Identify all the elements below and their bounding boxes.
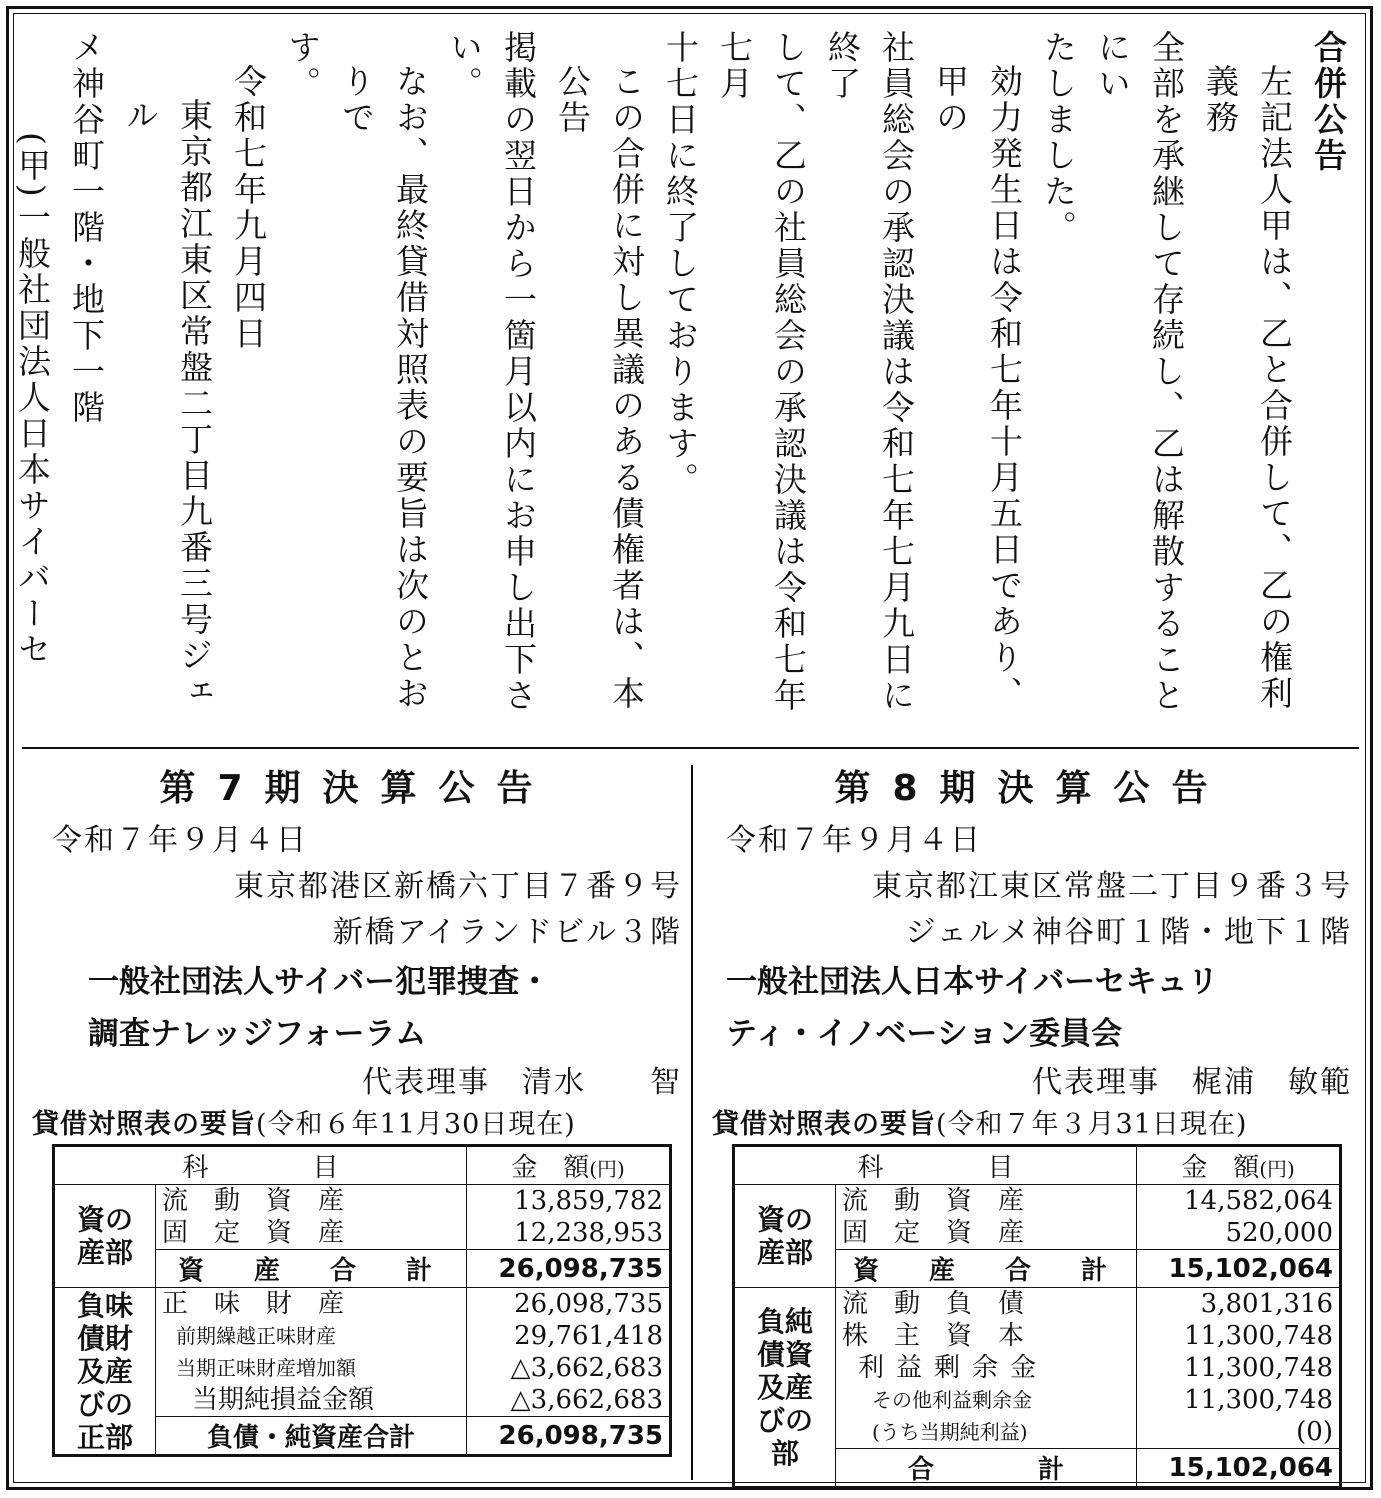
right-asset-section-l2: 産部 (756, 1236, 813, 1269)
right-liab-value: (0) (1296, 1417, 1333, 1447)
right-liab-section (734, 1288, 836, 1488)
left-asset-total: 26,098,735 (467, 1250, 671, 1288)
left-org-line2: 調査ナレッジフォーラム (88, 1016, 427, 1052)
right-org-line1: 一般社団法人日本サイバーセキュリ (726, 964, 1219, 1000)
right-col-amount: 金 額 (1181, 1153, 1260, 1183)
left-asset-value: 12,238,953 (514, 1218, 663, 1248)
left-asset-row (54, 1185, 671, 1250)
right-bs-title: 貸借対照表の要旨 (712, 1109, 936, 1140)
right-asset-item: 固 定 資 産 (842, 1218, 1025, 1248)
right-liab-total: 15,102,064 (1137, 1449, 1341, 1488)
merger-p2-l2: 社員総会の承認決議は令和七年七月九日に終了 (823, 30, 916, 714)
left-liab-section-l: 負味 (76, 1288, 133, 1322)
right-representative: 代表理事 梶浦 敏範 (1032, 1065, 1352, 1100)
right-asset-row (734, 1185, 1341, 1250)
merger-date: 令和七年九月四日 (229, 64, 268, 352)
right-liab-row (734, 1288, 1341, 1449)
left-asset-item: 固 定 資 産 (162, 1218, 345, 1248)
left-asset-section-l2: 産部 (76, 1236, 133, 1269)
right-liab-section-l: 負純 (756, 1304, 813, 1338)
left-org-line1: 一般社団法人サイバー犯罪捜査・ (88, 964, 551, 1000)
right-asset-section (734, 1185, 836, 1288)
left-liab-value: 29,761,418 (514, 1321, 663, 1351)
merger-p3-l1: この合併に対し異議のある債権者は、本公告 (553, 64, 646, 712)
right-bs-title-row (712, 1106, 1352, 1144)
horizontal-divider (22, 747, 1359, 749)
left-liab-value: △3,662,683 (510, 1353, 663, 1383)
left-liab-value: 26,098,735 (514, 1289, 663, 1319)
left-asset-item: 流 動 資 産 (162, 1186, 345, 1216)
right-liab-item: 流 動 負 債 (842, 1289, 1025, 1319)
right-asset-total-label: 資 産 合 計 (836, 1250, 1137, 1288)
right-financial-notice (712, 760, 1352, 1489)
merger-p2-l4: 十七日に終了しております。 (661, 30, 700, 498)
left-liab-item: 当期純損益金額 (192, 1385, 375, 1415)
left-col-amount-cell (467, 1146, 671, 1185)
left-date: 令和７年９月４日 (52, 823, 308, 858)
right-org-line2: ティ・イノベーション委員会 (726, 1016, 1123, 1052)
right-bs-date: (令和７年３月31日現在) (936, 1109, 1248, 1140)
left-liab-section-l: びの (76, 1387, 133, 1421)
left-asset-total-label: 資 産 合 計 (156, 1250, 467, 1288)
right-asset-item: 流 動 資 産 (842, 1186, 1025, 1216)
right-liab-item: その他利益剰余金 (872, 1388, 1032, 1412)
left-table-header (54, 1146, 671, 1185)
left-liab-section-l: 正部 (76, 1420, 133, 1454)
left-address2: 新橋アイランドビル３階 (332, 915, 682, 950)
left-balance-table (52, 1144, 672, 1457)
left-bs-date: (令和６年11月30日現在) (256, 1109, 576, 1140)
right-date: 令和７年９月４日 (726, 823, 982, 858)
right-liab-item: 利益剰余金 (858, 1353, 1049, 1383)
right-liab-items (836, 1288, 1137, 1449)
left-heading: 第7期決算公告 (159, 768, 555, 809)
left-liab-item: 当期正味財産増加額 (176, 1356, 356, 1380)
left-liab-item: 前期繰越正味財産 (176, 1324, 336, 1348)
merger-p2-l3: して、乙の社員総会の承認決議は令和七年七月 (715, 30, 808, 714)
right-liab-values (1137, 1288, 1341, 1449)
right-asset-items (836, 1185, 1137, 1250)
right-asset-total: 15,102,064 (1137, 1250, 1341, 1288)
merger-p1-l2: 全部を承継して存続し、乙は解散することにい (1093, 30, 1186, 714)
right-liab-section-l: 及産 (756, 1370, 813, 1404)
merger-notice (13, 30, 1355, 735)
left-liab-value: △3,662,683 (510, 1385, 663, 1415)
right-table-header (734, 1146, 1341, 1185)
left-liab-section-l: 及産 (76, 1354, 133, 1388)
left-bs-title-row (32, 1106, 682, 1144)
left-liab-total: 26,098,735 (467, 1417, 671, 1456)
merger-title: 合併公告 (1309, 30, 1348, 174)
left-liab-total-label: 負債・純資産合計 (156, 1417, 467, 1456)
left-asset-values (467, 1185, 671, 1250)
left-liab-values (467, 1288, 671, 1417)
right-liab-value: 11,300,748 (1184, 1353, 1333, 1383)
left-col-amount: 金 額 (511, 1153, 590, 1183)
right-heading: 第8期決算公告 (834, 768, 1230, 809)
left-financial-notice (32, 760, 682, 1457)
left-address1: 東京都港区新橋六丁目７番９号 (234, 869, 682, 904)
left-unit: (円) (589, 1157, 625, 1181)
right-asset-values (1137, 1185, 1341, 1250)
right-balance-table (732, 1144, 1342, 1489)
left-bs-title: 貸借対照表の要旨 (32, 1109, 256, 1140)
right-liab-section-l: びの (756, 1403, 813, 1437)
right-col-item: 科 目 (734, 1146, 1137, 1185)
right-liab-item: (うち当期純利益) (872, 1420, 1028, 1444)
left-representative: 代表理事 清水 智 (362, 1065, 682, 1100)
right-asset-value: 520,000 (1225, 1218, 1333, 1248)
right-liab-value: 3,801,316 (1200, 1289, 1333, 1319)
right-liab-item: 株 主 資 本 (842, 1321, 1025, 1351)
right-address1: 東京都江東区常盤二丁目９番３号 (872, 869, 1352, 904)
kou-name-l1: (甲)一般社団法人日本サイバーセ (13, 132, 52, 668)
merger-p4-l2: す。 (283, 30, 322, 102)
right-asset-value: 14,582,064 (1184, 1186, 1333, 1216)
merger-p1-l3: たしました。 (1039, 30, 1078, 246)
right-unit: (円) (1259, 1157, 1295, 1181)
left-asset-value: 13,859,782 (514, 1186, 663, 1216)
right-liab-section-l: 部 (770, 1436, 799, 1470)
merger-p1-l1: 左記法人甲は、乙と合併して、乙の権利義務 (1201, 64, 1294, 712)
left-asset-section-l1: 資の (76, 1203, 133, 1236)
left-liab-section-l: 債財 (76, 1321, 133, 1355)
left-liab-items (156, 1288, 467, 1417)
right-col-amount-cell (1137, 1146, 1341, 1185)
left-liab-row (54, 1288, 671, 1417)
right-liab-total-label: 合 計 (836, 1449, 1137, 1488)
right-address2: ジェルメ神谷町１階・地下１階 (905, 915, 1352, 950)
right-liab-section-l: 債資 (756, 1337, 813, 1371)
kou-address-l1: 東京都江東区常盤二丁目九番三号ジェル (121, 98, 214, 710)
left-asset-items (156, 1185, 467, 1250)
left-col-item: 科 目 (54, 1146, 467, 1185)
left-liab-item: 正 味 財 産 (162, 1289, 345, 1319)
merger-p2-l1: 効力発生日は令和七年十月五日であり、甲の (931, 64, 1024, 712)
left-liab-section (54, 1288, 156, 1456)
right-liab-value: 11,300,748 (1184, 1385, 1333, 1415)
right-asset-section-l1: 資の (756, 1203, 813, 1236)
right-liab-value: 11,300,748 (1184, 1321, 1333, 1351)
merger-p3-l2: 掲載の翌日から一箇月以内にお申し出下さい。 (445, 30, 538, 714)
kou-address-l2: メ神谷町一階・地下一階 (67, 30, 106, 426)
vertical-divider (691, 765, 693, 1480)
left-asset-section (54, 1185, 156, 1288)
merger-p4-l1: なお、最終貸借対照表の要旨は次のとおりで (337, 64, 430, 712)
